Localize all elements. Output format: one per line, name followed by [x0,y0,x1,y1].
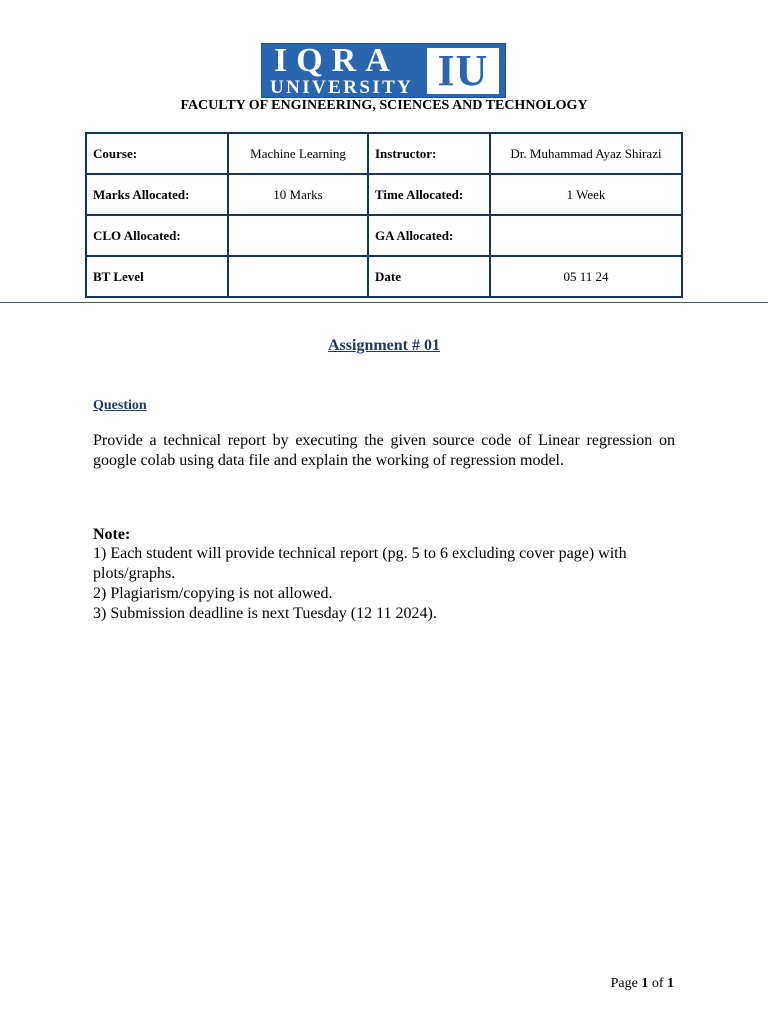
page-number [611,975,674,993]
course-value: Machine Learning [228,133,368,174]
marks-label: Marks Allocated: [86,174,228,215]
date-value: 05 11 24 [490,256,682,297]
page-of-word: of [651,976,664,991]
list-item: 1) Each student will provide technical report (pg. 5 to 6 excluding cover page) with plots/graphs. [93,545,627,582]
clo-label: CLO Allocated: [86,215,228,256]
table-row [86,174,682,215]
list-item: 2) Plagiarism/copying is not allowed. [93,585,333,602]
question-heading: Question [93,398,147,413]
logo-text-university: UNIVERSITY [270,77,414,98]
notes-list [93,544,683,624]
logo-mark-iu: IU [427,48,499,94]
table-row [86,215,682,256]
assignment-title: Assignment # 01 [327,337,440,354]
page-current: 1 [641,976,649,991]
table-row [86,256,682,297]
course-label: Course: [86,133,228,174]
clo-value [228,215,368,256]
marks-value: 10 Marks [228,174,368,215]
date-label: Date [368,256,490,297]
bt-level-label: BT Level [86,256,228,297]
faculty-title: FACULTY OF ENGINEERING, SCIENCES AND TECHNOLOGY [180,98,588,113]
note-heading: Note: [93,526,131,543]
page-total: 1 [667,976,674,991]
ga-label: GA Allocated: [368,215,490,256]
instructor-label: Instructor: [368,133,490,174]
question-text: Provide a technical report by executing the given source code of Linear regression on google colab using data file and explain the working of regression model. [93,432,675,469]
logo-text-iqra: IQRA [274,42,399,79]
header-divider [0,302,768,303]
time-value: 1 Week [490,174,682,215]
page-word: Page [610,976,638,991]
list-item: 3) Submission deadline is next Tuesday (12 11 2024). [93,605,437,622]
university-logo [261,43,506,98]
ga-value [490,215,682,256]
table-row [86,133,682,174]
bt-level-value [228,256,368,297]
instructor-value: Dr. Muhammad Ayaz Shirazi [490,133,682,174]
time-label: Time Allocated: [368,174,490,215]
assignment-info-table [85,132,683,298]
